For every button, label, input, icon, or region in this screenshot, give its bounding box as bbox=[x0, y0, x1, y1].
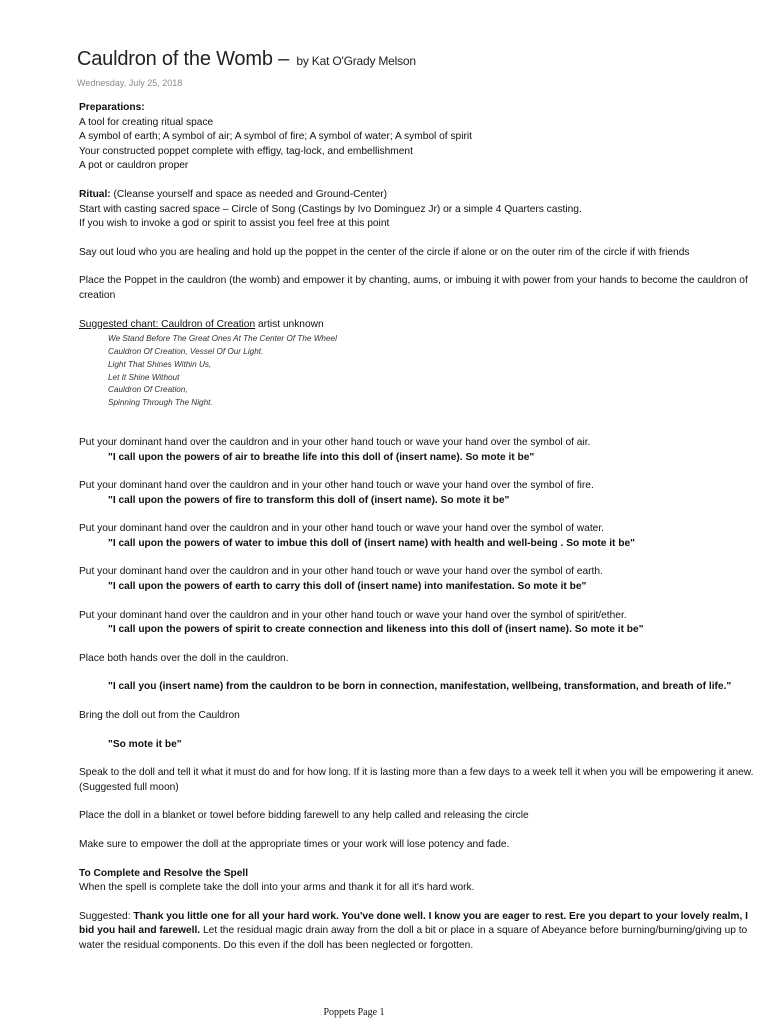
so-mote-words: "So mote it be" bbox=[108, 738, 182, 750]
page-footer bbox=[0, 1007, 768, 1018]
invocation-instruction: Put your dominant hand over the cauldron and in your other hand touch or wave your hand over the symbol of water. bbox=[79, 523, 604, 535]
suggested-paragraph bbox=[79, 910, 759, 954]
invocation-words: "I call upon the powers of air to breathe life into this doll of (insert name). So mote it be" bbox=[108, 451, 535, 463]
empower-paragraph: Make sure to empower the doll at the appropriate times or your work will lose potency and fade. bbox=[79, 839, 510, 850]
note-body bbox=[79, 101, 759, 954]
preparation-item: A symbol of earth; A symbol of air; A symbol of fire; A symbol of water; A symbol of spirit bbox=[79, 131, 472, 143]
chant-line: Cauldron Of Creation, Vessel Of Our Light. bbox=[108, 346, 264, 356]
blanket-paragraph: Place the doll in a blanket or towel before bidding farewell to any help called and releasing the circle bbox=[79, 810, 529, 822]
ritual-line: If you wish to invoke a god or spirit to assist you feel free at this point bbox=[79, 218, 390, 230]
invocation-instruction: Put your dominant hand over the cauldron and in your other hand touch or wave your hand over the symbol of spirit/ether. bbox=[79, 609, 627, 621]
chant-artist: artist unknown bbox=[255, 318, 324, 330]
complete-heading: To Complete and Resolve the Spell bbox=[79, 867, 249, 879]
chant-line: Light That Shines Within Us, bbox=[108, 359, 212, 369]
chant-label: Suggested chant: Cauldron of Creation bbox=[79, 318, 256, 330]
preparation-item: A pot or cauldron proper bbox=[79, 160, 189, 172]
invocation-words: "I call upon the powers of fire to transform this doll of (insert name). So mote it be" bbox=[108, 494, 510, 506]
place-hands-text: Place both hands over the doll in the cauldron. bbox=[79, 652, 289, 664]
complete-line: When the spell is complete take the doll into your arms and thank it for all it's hard work. bbox=[79, 882, 475, 894]
chant-lyrics bbox=[79, 333, 759, 410]
invocation-words: "I call upon the powers of water to imbue this doll of (insert name) with health and well-being . So mote it be" bbox=[108, 537, 635, 549]
invocation-words: "I call upon the powers of spirit to create connection and likeness into this doll of (insert name). So mote it be" bbox=[108, 624, 644, 636]
invocation-instruction: Put your dominant hand over the cauldron and in your other hand touch or wave your hand over the symbol of earth. bbox=[79, 566, 603, 578]
preparation-item: Your constructed poppet complete with effigy, tag-lock, and embellishment bbox=[79, 145, 413, 157]
ritual-line: Start with casting sacred space – Circle of Song (Castings by Ivo Dominguez Jr) or a simple 4 Quarters casting. bbox=[79, 203, 582, 215]
preparations-heading: Preparations: bbox=[79, 102, 145, 113]
invocation-instruction: Put your dominant hand over the cauldron and in your other hand touch or wave your hand over the symbol of fire. bbox=[79, 480, 594, 492]
call-you-words: "I call you (insert name) from the cauldron to be born in connection, manifestation, wellbeing, transformation, and breath of life." bbox=[108, 681, 732, 693]
invocation-words: "I call upon the powers of earth to carry this doll of (insert name) into manifestation. So mote it be" bbox=[108, 581, 587, 593]
author-byline: by Kat O'Grady Melson bbox=[296, 54, 416, 68]
preparation-item: A tool for creating ritual space bbox=[79, 116, 214, 128]
paragraph-place-poppet: Place the Poppet in the cauldron (the womb) and empower it by chanting, aums, or imbuing it with power from your hands to become the cauldron of creation bbox=[79, 275, 748, 301]
bring-out-text: Bring the doll out from the Cauldron bbox=[79, 710, 240, 722]
chant-line: Spinning Through The Night. bbox=[108, 398, 213, 408]
page-date: Wednesday, July 25, 2018 bbox=[77, 78, 183, 88]
ritual-heading-line bbox=[79, 188, 759, 203]
page-title bbox=[77, 48, 416, 71]
chant-line: We Stand Before The Great Ones At The Center Of The Wheel bbox=[108, 334, 337, 344]
speak-paragraph: Speak to the doll and tell it what it must do and for how long. If it is lasting more than a few days to a week tell it when you will be empowering it anew. (Suggested full moon) bbox=[79, 767, 754, 793]
chant-line: Let It Shine Without bbox=[108, 372, 180, 382]
chant-line: Cauldron Of Creation, bbox=[108, 385, 188, 395]
page-label: Poppets Page 1 bbox=[323, 1007, 385, 1018]
suggested-label: Suggested: bbox=[79, 910, 134, 922]
suggested-farewell: Thank you little one for all your hard work. You've done well. I know you are eager to rest. Ere you depart to your lovely realm, I bid you hail and farewell. bbox=[79, 910, 748, 937]
ritual-heading: Ritual: bbox=[79, 188, 111, 200]
ritual-heading-note: (Cleanse yourself and space as needed and Ground-Center) bbox=[110, 188, 388, 200]
suggested-rest: Let the residual magic drain away from the doll a bit or place in a square of Abeyance before burning/burning/giving up to water the residual components. Do this even if the doll has been neglected or forgotten. bbox=[79, 925, 748, 951]
title-text: Cauldron of the Womb – bbox=[77, 48, 290, 70]
invocation-instruction: Put your dominant hand over the cauldron and in your other hand touch or wave your hand over the symbol of air. bbox=[79, 436, 591, 448]
paragraph-say-out-loud: Say out loud who you are healing and hold up the poppet in the center of the circle if alone or on the outer rim of the circle if with friends bbox=[79, 246, 690, 258]
chant-heading bbox=[79, 318, 759, 333]
